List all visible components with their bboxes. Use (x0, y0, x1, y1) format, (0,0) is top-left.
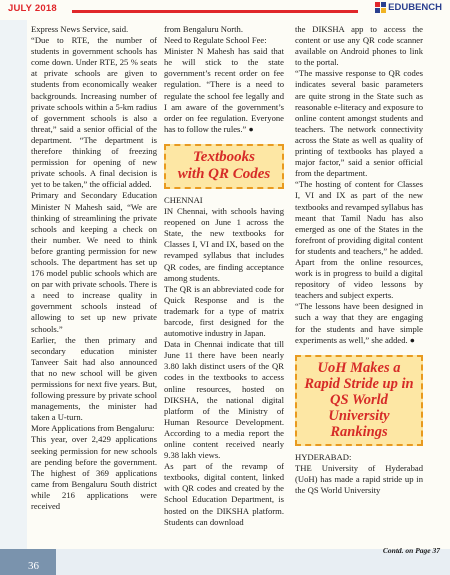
col3-paragraph: THE University of Hyderabad (UoH) has made a rapid stride up in the QS World University (295, 462, 423, 495)
issue-date: JULY 2018 (8, 3, 57, 14)
continued-note[interactable]: Contd. on Page 37 (382, 546, 440, 555)
left-margin-stripe (0, 20, 27, 549)
col3-paragraph: “The lessons have been designed in such a way that they are engaging for the students and have simple experiments as well,” she added. ● (295, 301, 423, 345)
headline-textbooks-qr: Textbooks with QR Codes (177, 148, 271, 182)
col1-subheading: More Applications from Bengaluru: (31, 423, 155, 434)
col2-paragraph: IN Chennai, with schools having reopened on June 1 across the State, the new textbooks for Classes I, VI and IX, based on the revamped syllabus that includes QR codes, are finding acceptance among students. (164, 206, 284, 283)
column-3 (295, 24, 423, 496)
page-number: 36 (28, 560, 39, 572)
logo-text: EDUBENCH (388, 2, 442, 13)
col2-dateline: CHENNAI (164, 194, 203, 205)
col2-paragraph: from Bengaluru North. (164, 24, 243, 34)
headline-box-textbooks (164, 144, 284, 189)
col3-dateline: HYDERABAD: (295, 451, 352, 462)
col2-paragraph: As part of the revamp of textbooks, digital content, linked with QR codes and created by the School Education Department, is hosted on the DIKSHA platform. Students can download (164, 461, 284, 527)
col2-paragraph: Minister N Mahesh has said that he will stick to the state government’s recent order on fee regulation. “There is a need to regulate the school fee legally and I am aware of the government’s order on fee regulation. Everyone has to follow the rules.” ● (164, 46, 284, 134)
col3-paragraph: the DIKSHA app to access the content or use any QR code scanner available on Android phones to link to the portal. (295, 24, 423, 68)
col2-paragraph: The QR is an abbreviated code for Quick Response and is the trademark for a type of matrix barcode, first designed for the automotive industry in Japan. (164, 283, 284, 339)
column-2 (164, 24, 284, 528)
column-1 (31, 24, 157, 512)
col2-subheading: Need to Regulate School Fee: (164, 35, 267, 46)
edubench-logo-icon (375, 2, 386, 13)
col1-paragraph: Express News Service, said. (31, 24, 129, 34)
page-header (0, 0, 450, 20)
edubench-logo (375, 2, 442, 13)
header-rule (72, 10, 358, 13)
col1-paragraph: Earlier, the then primary and secondary education minister Tanveer Sait had also announced that no new school will be given permissions for next five years. But, following pressure by private school managements, the minister had taken a U-turn. (31, 334, 157, 423)
col1-paragraph: Primary and Secondary Education Minister N Mahesh said, “We are thinking of streamlining the private schools and keeping a check on their number. We need to think before granting permission for new schools. The department has set up 176 model public schools which are on par with private schools. There is a need to increase quality in government schools instead of allowing to set up new private schools.” (31, 190, 157, 334)
headline-box-uoh (295, 355, 423, 446)
headline-uoh-rankings: UoH Makes a Rapid Stride up in QS World University Rankings (304, 359, 414, 440)
col2-paragraph: Data in Chennai indicate that till June 11 there have been nearly 3.80 lakh distinct users of the QR codes in the textbooks to access online resources, hosted on DIKSHA, the national digital platform of the Ministry of Human Resource Development. According to a media report the online content received nearly 9.38 lakh views. (164, 339, 284, 461)
col3-paragraph: “The massive response to QR codes indicates several basic parameters are quite strong in the State such as reasonable e-literacy and exposure to online content amongst students and teachers. The network connectivity across the State as well as quality of printing of textbooks has played a major factor,” said a senior official from the department. (295, 68, 423, 179)
col3-paragraph: “The hosting of content for Classes I, VI and IX as part of the new textbooks and revamped syllabus has meant that Tamil Nadu has also emerged as one of the States in the forefront of providing digital content for students and teachers,” he added. Apart from the online resources, work is in progress to build a digital repository of video lessons by teachers and subject experts. (295, 179, 423, 301)
col1-paragraph: “Due to RTE, the number of students in government schools has come down. Under RTE, 25 % seats at private schools are given to students from economically weaker backgrounds. Increasing number of private schools within a 5-km radius of government schools is also a threat,” said a senior official of the department. “The department is therefore thinking of freezing permission for opening of new private schools. A final decision is yet to be taken,” the official added. (31, 35, 157, 190)
col1-paragraph: This year, over 2,429 applications seeking permission for new schools are pending before the government. The highest of 369 applications came from Bengaluru South district while 216 applications were received (31, 434, 157, 512)
page-footer (0, 546, 450, 575)
